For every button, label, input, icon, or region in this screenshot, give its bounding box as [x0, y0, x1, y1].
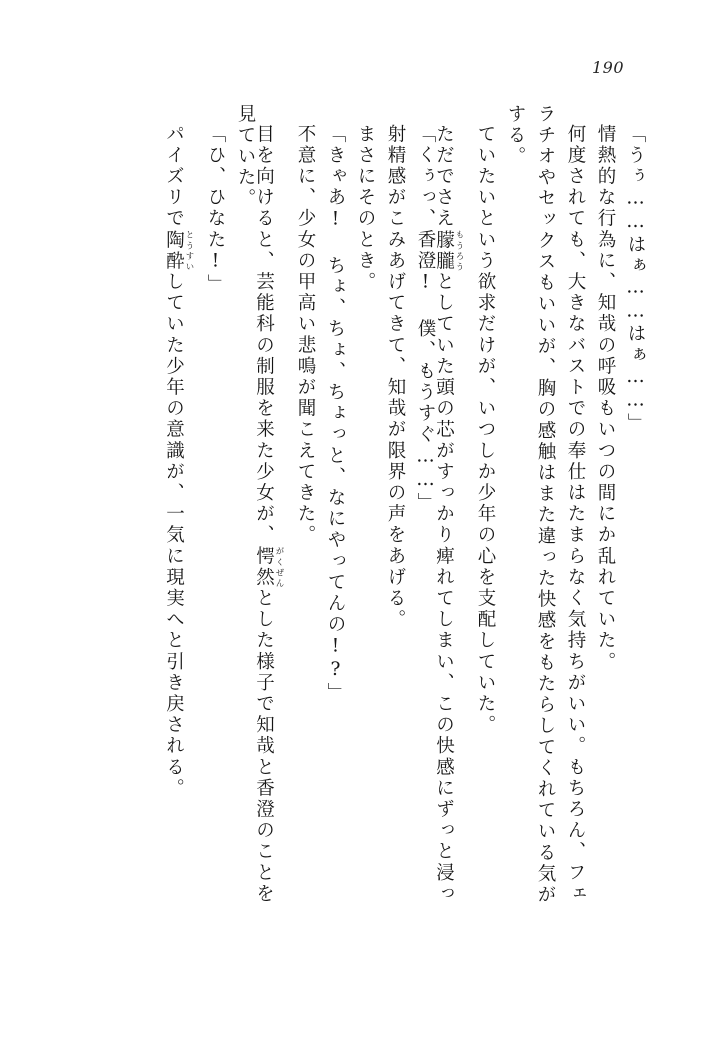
column-text: 何度されても、大きなバストでの奉仕はたまらなく気持ちがいい。もちろん、フェ: [565, 124, 586, 905]
text-column: [524, 104, 554, 934]
column-text: 不意に、少女の甲高い悲鳴が聞こえてきた。: [295, 124, 316, 546]
ruby-annotation: 朦朧 もうろう: [433, 229, 464, 272]
text-column-with-ruby: [254, 104, 284, 954]
text-column: [284, 104, 314, 954]
text-column: [314, 104, 344, 954]
column-text: 「きゃあ! ちょ、ちょ、ちょっと、なにやってんの!?」: [325, 124, 346, 704]
furigana-text: とうすい: [184, 229, 194, 272]
column-text: ていたいという欲求だけが、いつしか少年の心を支配していた。: [475, 124, 496, 736]
column-text: 「ひ、ひなた!」: [205, 124, 226, 296]
text-column: [404, 104, 434, 954]
column-text: パイズリで陶酔 とうすいしていた少年の意識が、一気に現実へと引き戻される。: [163, 124, 194, 800]
ruby-annotation: 愕然 がくぜん: [253, 546, 284, 589]
text-column-with-ruby: [164, 104, 194, 954]
column-text: 「くぅっ、香澄! 僕、もうすぐ……」: [415, 124, 436, 514]
column-text: 情熱的な行為に、知哉の呼吸もいつの間にか乱れていた。: [595, 124, 616, 673]
text-column: [194, 104, 224, 954]
furigana-text: がくぜん: [274, 546, 284, 589]
column-text: まさにそのとき。: [355, 124, 376, 293]
text-column: [464, 104, 494, 954]
column-text: 「うぅ……はぁ……はぁ……」: [625, 124, 646, 435]
text-column: [614, 104, 644, 954]
text-column: [374, 104, 404, 954]
column-text: 見ていた。: [235, 104, 256, 210]
column-text: する。: [505, 104, 526, 168]
vertical-text-block: [110, 104, 644, 934]
text-column: [584, 104, 614, 954]
furigana-text: もうろう: [454, 229, 464, 272]
column-text: ラチオやセックスもいいが、胸の感触はまた違った快感をもたらしてくれている気が: [535, 104, 556, 906]
page-number: 190: [591, 58, 624, 77]
ruby-annotation: 陶酔 とうすい: [163, 229, 194, 272]
text-column: [554, 104, 584, 954]
column-text: ただでさえ朦朧 もうろうとしていた頭の芯がすっかり痺れてしまい、この快感にずっと浸っ: [433, 124, 464, 905]
text-column: [494, 104, 524, 934]
text-column-with-ruby: [434, 104, 464, 954]
text-column: [344, 104, 374, 954]
column-text: 目を向けると、芸能科の制服を来た少女が、愕然 がくぜんとした様子で知哉と香澄のことを: [253, 124, 284, 905]
text-column: [224, 104, 254, 934]
column-text: 射精感がこみあげてきて、知哉が限界の声をあげる。: [385, 124, 406, 631]
